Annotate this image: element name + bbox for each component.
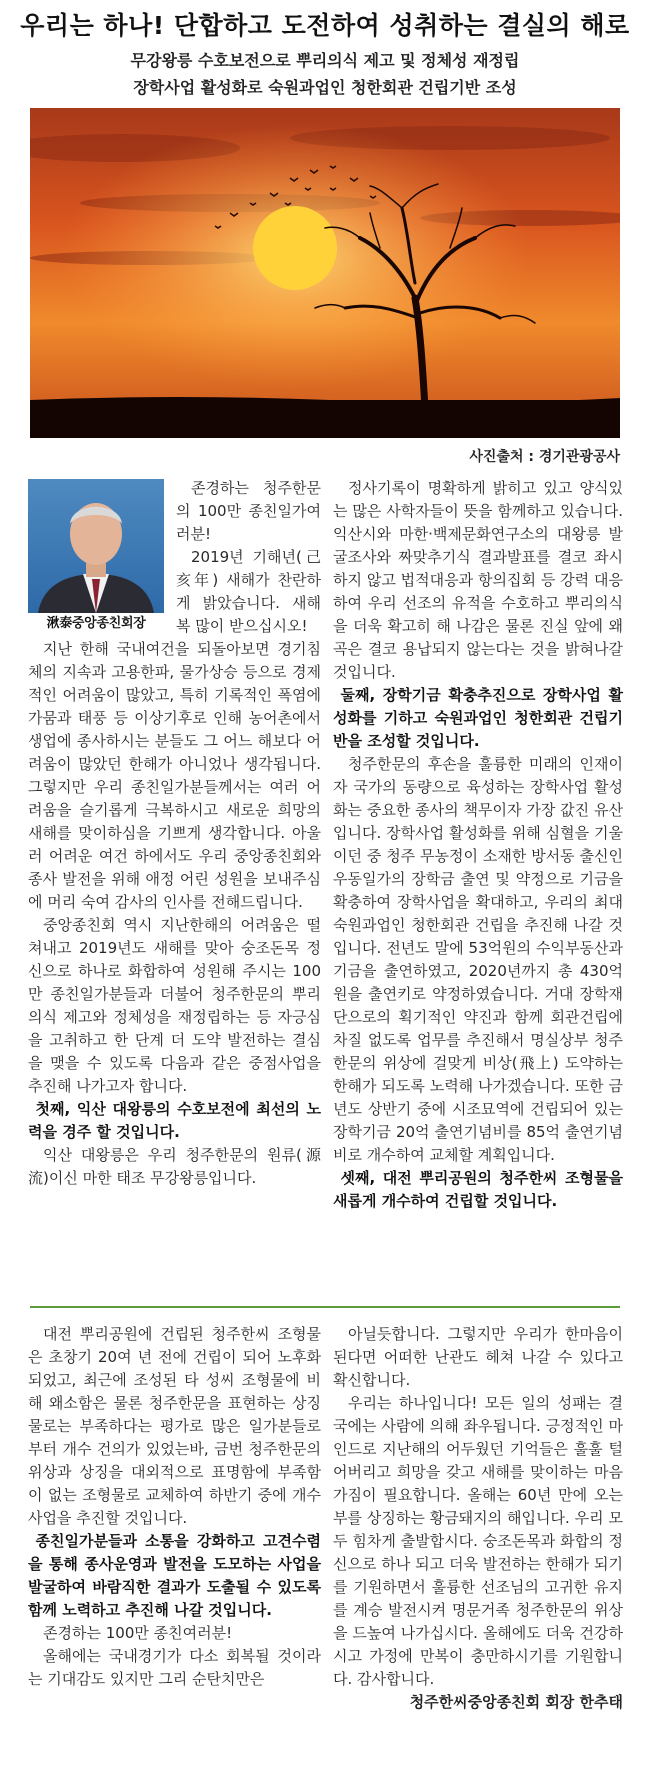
signature: 청주한씨중앙종친회 회장 한추태 (409, 1693, 623, 1711)
section-lead: 종친일가분들과 소통을 강화하고 고견수렴을 통해 종사운영과 발전을 도모하는 사업을 발굴하여 바람직한 결과가 도출될 수 있도록 함께 노력하고 추진해 나갈 것입니다. (28, 1532, 321, 1619)
paragraph: 존경하는 청주한문의 100만 종친일가여러분! (176, 479, 321, 543)
column-3-body (28, 1323, 321, 1691)
subheadline-1: 무강왕릉 수호보전으로 뿌리의식 제고 및 정체성 재정립 (130, 51, 520, 70)
ground-silhouette (30, 400, 620, 438)
sunset-photo (30, 108, 620, 438)
column-3 (28, 1323, 321, 1788)
section-lead: 둘째, 장학기금 확충추진으로 장학사업 활성화를 기하고 숙원과업인 청한회관 건립기반을 조성할 것입니다. (333, 686, 623, 750)
paragraph: 청주한문의 후손을 훌륭한 미래의 인재이자 국가의 동량으로 육성하는 장학사업 활성화는 중요한 종사의 책무이자 가장 값진 유산입니다. 장학사업 활성화를 위해 심혈을 기울이던 중 청주 무농정이 소재한 방서동 출신인 우동일가의 장학금 출연 및 약정으로 기금을 확충하여 장학사업을 확대하고, 우리의 최대 숙원과업인 청한회관 건립을 추진해 나갈 것입니다. 전년도 말에 53억원의 수익부동산과 기금을 출연하였고, 2020년까지 총 430억원을 출연키로 약정하였습니다. 거대 장학재단으로의 획기적인 약진과 함께 회관건립에 차질 없도록 업무를 추진해서 명실상부 청주한문의 위상에 걸맞게 비상(飛上) 도약하는 한해가 되도록 노력해 나가겠습니다. 또한 금년도 상반기 중에 시조묘역에 건립되어 있는 장학기금 20억 출연기념비를 85억 출연기념비로 개수하여 교체할 계획입니다. (333, 755, 623, 1164)
subheadline-2: 장학사업 활성화로 숙원과업인 청한회관 건립기반 조성 (133, 78, 517, 97)
paragraph: 대전 뿌리공원에 건립된 청주한씨 조형물은 초창기 20여 년 전에 건립이 되어 노후화 되었고, 최근에 조성된 타 성씨 조형물에 비해 왜소함은 물론 청주한문을 표현하는 상징물로는 부족하다는 평가로 많은 일가분들로부터 개수 건의가 있었는바, 금번 청주한문의 위상과 상징을 대외적으로 표명함에 부족함이 없는 조형물로 교체하여 하반기 중에 개수사업을 추진할 것입니다. (28, 1325, 321, 1527)
column-2 (333, 477, 623, 1277)
paragraph: 올해에는 국내경기가 다소 회복될 것이라는 기대감도 있지만 그리 순탄치만은 (28, 1647, 321, 1688)
section-divider (30, 1306, 620, 1308)
section-lead: 첫째, 익산 대왕릉의 수호보전에 최선의 노력을 경주 할 것입니다. (28, 1100, 321, 1141)
column-2-body (333, 477, 623, 1213)
portrait-photo (28, 479, 164, 613)
column-4 (333, 1323, 623, 1788)
photo-credit: 사진출처 : 경기관광공사 (469, 449, 620, 465)
paragraph: 지난 한해 국내여건을 되돌아보면 경기침체의 지속과 고용한파, 물가상승 등으로 경제적인 어려움이 많았고, 특히 기록적인 폭염에 가뭄과 태풍 등 이상기후로 인해 농어촌에서 생업에 종사하시는 분들도 그 어느 해보다 어려움이 많았던 한해가 아니었나 생각됩니다. 그렇지만 우리 종친일가분들께서는 여러 어려움을 슬기롭게 극복하시고 새로운 희망의 새해를 맞이하심을 기쁘게 생각합니다. 아울러 어려운 여건 하에서도 우리 중앙종친회와 종사 발전을 위해 애정 어린 성원을 보내주심에 머리 숙여 감사의 인사를 전해드립니다. (28, 640, 321, 911)
portrait (28, 479, 164, 635)
paragraph: 우리는 하나입니다! 모든 일의 성패는 결국에는 사람에 의해 좌우됩니다. 긍정적인 마인드로 지난해의 어두웠던 기억들은 훌훌 털어버리고 희망을 갖고 새해를 맞이하는 마음가짐이 필요합니다. 올해는 60년 만에 오는 부를 상징하는 황금돼지의 해입니다. 우리 모두 힘차게 출발합시다. 숭조돈목과 화합의 정신으로 하나 되고 더욱 발전하는 한해가 되기를 기원하면서 훌륭한 선조님의 고귀한 유지를 계승 발전시켜 명문거족 청주한문의 위상을 드높여 나가십시다. 올해에도 더욱 건강하시고 가정에 만복이 충만하시기를 기원합니다. 감사합니다. (333, 1394, 623, 1688)
headline: 우리는 하나! 단합하고 도전하여 성취하는 결실의 해로 (20, 11, 630, 40)
paragraph: 중앙종친회 역시 지난한해의 어려움은 떨쳐내고 2019년도 새해를 맞아 숭조돈목 정신으로 하나로 화합하여 성원해 주시는 100만 종친일가분들과 더불어 청주한문의 뿌리의식 제고와 정체성을 재정립하는 등 자긍심을 고취하고 한 단계 더 도약 발전하는 결심을 맺을 수 있도록 다음과 같은 중점사업을 추진해 나가고자 합니다. (28, 916, 321, 1095)
paragraph: 2019년 기해년(己亥年) 새해가 찬란하게 밝았습니다. 새해 복 많이 받으십시오! (176, 548, 321, 635)
section-lead: 셋째, 대전 뿌리공원의 청주한씨 조형물을 새롭게 개수하여 건립할 것입니다. (333, 1169, 623, 1210)
column-1 (28, 477, 321, 1277)
paragraph: 존경하는 100만 종친여러분! (43, 1624, 233, 1642)
paragraph: 정사기록이 명확하게 밝히고 있고 양식있는 많은 사학자들이 뜻을 함께하고 있습니다. 익산시와 마한·백제문화연구소의 대왕릉 발굴조사와 짜맞추기식 결과발표를 결코 좌시하지 않고 법적대응과 항의집회 등 강력 대응하여 우리 선조의 유적을 수호하고 뿌리의식을 더욱 확고히 해 나감은 물론 진실 앞에 왜곡은 결코 용납되지 않는다는 것을 밝혀나갈 것입니다. (333, 479, 623, 681)
paragraph: 익산 대왕릉은 우리 청주한문의 원류(源流)이신 마한 태조 무강왕릉입니다. (28, 1146, 321, 1187)
portrait-caption: 湫泰중앙종친회장 (46, 616, 146, 631)
column-4-body (333, 1323, 623, 1691)
paragraph: 아닐듯합니다. 그렇지만 우리가 한마음이 된다면 어떠한 난관도 헤쳐 나갈 수 있다고 확신합니다. (333, 1325, 623, 1389)
sun-shape (253, 206, 337, 290)
